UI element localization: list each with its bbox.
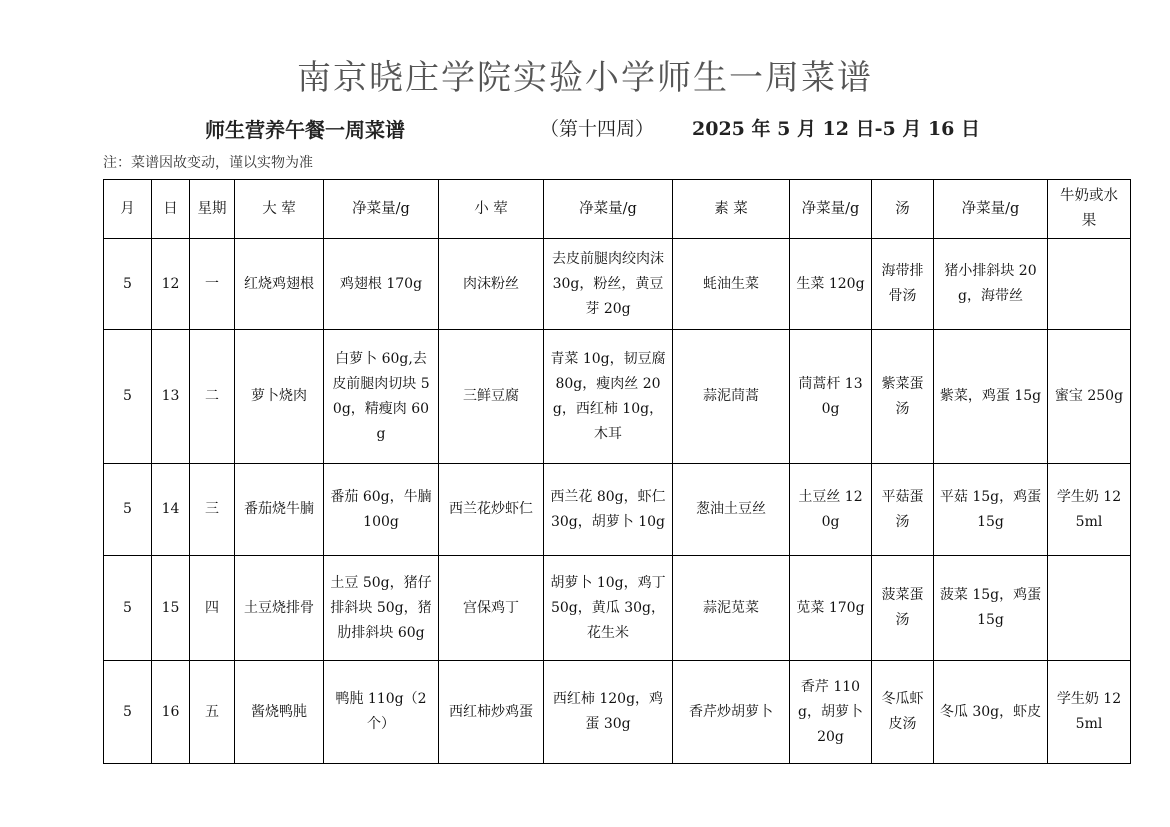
col-weekday: 星期 — [190, 180, 235, 239]
cell-weekday: 五 — [190, 661, 235, 764]
cell-weekday: 二 — [190, 330, 235, 464]
cell-soup: 菠菜蛋汤 — [872, 556, 934, 661]
cell-main-meat: 萝卜烧肉 — [235, 330, 324, 464]
cell-side-meat-weight: 胡萝卜 10g，鸡丁 50g，黄瓜 30g，花生米 — [544, 556, 673, 661]
col-day: 日 — [152, 180, 190, 239]
cell-side-meat-weight: 去皮前腿肉绞肉沫 30g，粉丝，黄豆芽 20g — [544, 239, 673, 330]
cell-side-meat: 三鲜豆腐 — [439, 330, 544, 464]
col-vegetable: 素 菜 — [673, 180, 790, 239]
weekly-menu-table — [103, 179, 1131, 764]
cell-side-meat-weight: 西兰花 80g，虾仁 30g，胡萝卜 10g — [544, 464, 673, 556]
cell-side-meat: 宫保鸡丁 — [439, 556, 544, 661]
cell-vegetable: 蚝油生菜 — [673, 239, 790, 330]
cell-soup-weight: 紫菜，鸡蛋 15g — [934, 330, 1048, 464]
cell-day: 14 — [152, 464, 190, 556]
cell-day: 13 — [152, 330, 190, 464]
cell-vegetable: 香芹炒胡萝卜 — [673, 661, 790, 764]
cell-main-meat-weight: 土豆 50g，猪仔排斜块 50g，猪肋排斜块 60g — [324, 556, 439, 661]
table-row — [104, 464, 1131, 556]
menu-note: 注：菜谱因故变动，谨以实物为准 — [103, 155, 313, 171]
cell-soup-weight: 猪小排斜块 20g，海带丝 — [934, 239, 1048, 330]
cell-main-meat-weight: 番茄 60g，牛腩 100g — [324, 464, 439, 556]
cell-main-meat: 番茄烧牛腩 — [235, 464, 324, 556]
cell-soup-weight: 菠菜 15g，鸡蛋 15g — [934, 556, 1048, 661]
col-main-meat: 大 荤 — [235, 180, 324, 239]
cell-side-meat: 肉沫粉丝 — [439, 239, 544, 330]
cell-side-meat-weight: 西红柿 120g，鸡蛋 30g — [544, 661, 673, 764]
cell-main-meat-weight: 鸡翅根 170g — [324, 239, 439, 330]
cell-milk-fruit — [1048, 556, 1131, 661]
cell-milk-fruit: 学生奶 125ml — [1048, 464, 1131, 556]
table-row — [104, 330, 1131, 464]
table-row — [104, 556, 1131, 661]
cell-side-meat: 西红柿炒鸡蛋 — [439, 661, 544, 764]
cell-soup: 海带排骨汤 — [872, 239, 934, 330]
col-month: 月 — [104, 180, 152, 239]
cell-weekday: 一 — [190, 239, 235, 330]
cell-month: 5 — [104, 239, 152, 330]
header-row — [104, 180, 1131, 239]
cell-side-meat-weight: 青菜 10g，韧豆腐 80g，瘦肉丝 20g，西红柿 10g，木耳 — [544, 330, 673, 464]
col-side-meat: 小 荤 — [439, 180, 544, 239]
cell-main-meat: 酱烧鸭肫 — [235, 661, 324, 764]
cell-vegetable-weight: 苋菜 170g — [790, 556, 872, 661]
date-range: 2025 年 5 月 12 日-5 月 16 日 — [692, 118, 981, 140]
cell-main-meat-weight: 白萝卜 60g,去皮前腿肉切块 50g，精瘦肉 60g — [324, 330, 439, 464]
cell-vegetable: 蒜泥茼蒿 — [673, 330, 790, 464]
menu-subtitle: 师生营养午餐一周菜谱 — [205, 118, 405, 142]
cell-month: 5 — [104, 556, 152, 661]
cell-month: 5 — [104, 330, 152, 464]
cell-vegetable-weight: 茼蒿杆 130g — [790, 330, 872, 464]
table-row — [104, 661, 1131, 764]
cell-soup-weight: 冬瓜 30g，虾皮 — [934, 661, 1048, 764]
cell-month: 5 — [104, 661, 152, 764]
cell-vegetable: 蒜泥苋菜 — [673, 556, 790, 661]
table-row — [104, 239, 1131, 330]
cell-main-meat-weight: 鸭肫 110g（2 个） — [324, 661, 439, 764]
cell-vegetable: 葱油土豆丝 — [673, 464, 790, 556]
cell-day: 15 — [152, 556, 190, 661]
col-side-meat-weight: 净菜量/g — [544, 180, 673, 239]
cell-soup-weight: 平菇 15g，鸡蛋 15g — [934, 464, 1048, 556]
col-main-meat-weight: 净菜量/g — [324, 180, 439, 239]
cell-main-meat: 红烧鸡翅根 — [235, 239, 324, 330]
cell-milk-fruit: 学生奶 125ml — [1048, 661, 1131, 764]
cell-soup: 紫菜蛋汤 — [872, 330, 934, 464]
cell-soup: 平菇蛋汤 — [872, 464, 934, 556]
cell-day: 12 — [152, 239, 190, 330]
col-soup: 汤 — [872, 180, 934, 239]
cell-main-meat: 土豆烧排骨 — [235, 556, 324, 661]
cell-day: 16 — [152, 661, 190, 764]
cell-month: 5 — [104, 464, 152, 556]
col-vegetable-weight: 净菜量/g — [790, 180, 872, 239]
col-soup-weight: 净菜量/g — [934, 180, 1048, 239]
cell-weekday: 三 — [190, 464, 235, 556]
cell-vegetable-weight: 土豆丝 120g — [790, 464, 872, 556]
page-title: 南京晓庄学院实验小学师生一周菜谱 — [297, 58, 873, 98]
cell-milk-fruit: 蜜宝 250g — [1048, 330, 1131, 464]
week-label: （第十四周） — [540, 118, 655, 140]
cell-vegetable-weight: 香芹 110g，胡萝卜 20g — [790, 661, 872, 764]
cell-milk-fruit — [1048, 239, 1131, 330]
cell-side-meat: 西兰花炒虾仁 — [439, 464, 544, 556]
cell-vegetable-weight: 生菜 120g — [790, 239, 872, 330]
col-milk-fruit: 牛奶或水果 — [1048, 180, 1131, 239]
cell-soup: 冬瓜虾皮汤 — [872, 661, 934, 764]
cell-weekday: 四 — [190, 556, 235, 661]
